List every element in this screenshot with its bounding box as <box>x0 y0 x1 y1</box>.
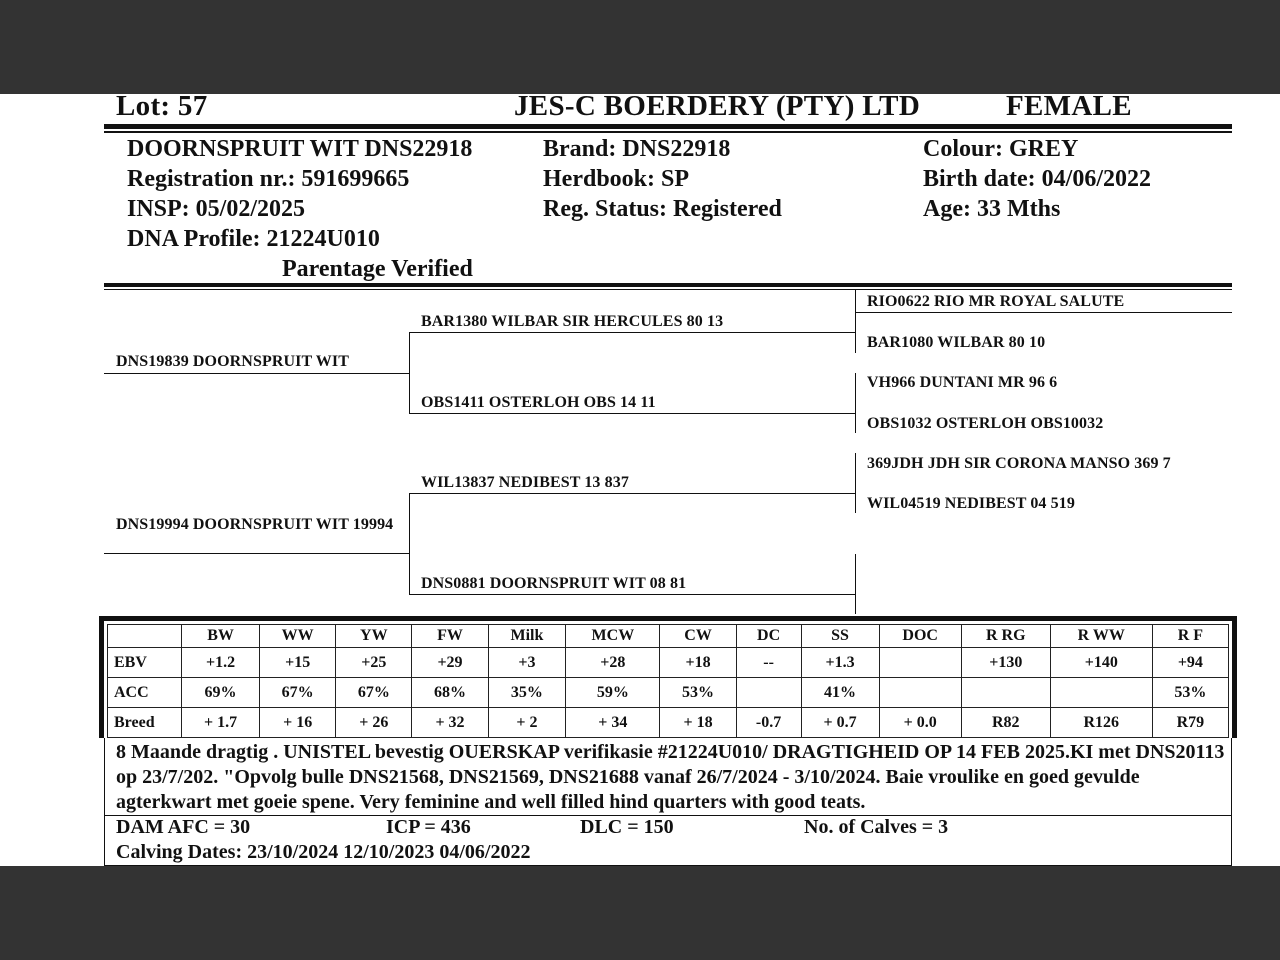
table-cell: + 2 <box>488 708 566 738</box>
table-cell: R82 <box>961 708 1050 738</box>
registration-number: Registration nr.: 591699665 <box>127 166 410 192</box>
comments: 8 Maande dragtig . UNISTEL bevestig OUERSKAP verifikasie #21224U010/ DRAGTIGHEID OP 14 FEB 2025.KI met DNS20113 op 23/7/202. "Opvolg bulle DNS21568, DNS21569, DNS21688 vanaf 26/7/2024 - 3/10/2024. Baie vroulike en goed gevulde agterkwart met goeie spene. Very feminine and well filled hind quarters with good teats. <box>116 741 1225 813</box>
table-cell: 35% <box>488 678 566 708</box>
colour: Colour: GREY <box>923 136 1079 162</box>
number-of-calves: No. of Calves = 3 <box>804 816 949 838</box>
herdbook: Herdbook: SP <box>543 166 690 192</box>
bottom-rule <box>104 865 1232 866</box>
table-cell: +15 <box>260 648 336 678</box>
brand: Brand: DNS22918 <box>543 136 731 162</box>
col-header: R F <box>1152 625 1228 648</box>
table-frame-right <box>1232 616 1237 738</box>
table-cell: 53% <box>1152 678 1228 708</box>
table-cell: +3 <box>488 648 566 678</box>
dam: DNS19994 DOORNSPRUIT WIT 19994 <box>116 516 394 533</box>
col-header: BW <box>182 625 260 648</box>
ebv-table <box>107 624 1229 738</box>
table-cell <box>1050 678 1152 708</box>
lot-number: Lot: 57 <box>116 90 208 122</box>
row-label: Breed <box>108 708 182 738</box>
table-cell: 41% <box>801 678 879 708</box>
table-row <box>108 708 1229 738</box>
col-header: DOC <box>879 625 961 648</box>
row-label: ACC <box>108 678 182 708</box>
col-header: R RG <box>961 625 1050 648</box>
comment-box-left <box>104 738 105 866</box>
table-cell <box>879 678 961 708</box>
calving-dates: Calving Dates: 23/10/2024 12/10/2023 04/06/2022 <box>116 841 531 863</box>
table-cell: 53% <box>660 678 736 708</box>
table-cell: +130 <box>961 648 1050 678</box>
table-cell: R79 <box>1152 708 1228 738</box>
table-frame-left <box>99 616 104 738</box>
table-cell: 59% <box>566 678 660 708</box>
icp: ICP = 436 <box>386 816 471 838</box>
table-cell: + 32 <box>412 708 488 738</box>
animal-info-middle <box>543 134 782 224</box>
dna-profile: DNA Profile: 21224U010 <box>127 226 380 252</box>
age: Age: 33 Mths <box>923 196 1061 222</box>
table-cell: +1.3 <box>801 648 879 678</box>
col-header: DC <box>736 625 801 648</box>
dam-dam: DNS0881 DOORNSPRUIT WIT 08 81 <box>421 575 687 592</box>
animal-name: DOORNSPRUIT WIT DNS22918 <box>127 136 473 162</box>
table-row <box>108 648 1229 678</box>
table-cell: +25 <box>336 648 412 678</box>
sire-sire: BAR1380 WILBAR SIR HERCULES 80 13 <box>421 313 724 330</box>
col-header: FW <box>412 625 488 648</box>
table-cell: R126 <box>1050 708 1152 738</box>
table-row <box>108 678 1229 708</box>
sire-dam: OBS1411 OSTERLOH OBS 14 11 <box>421 394 656 411</box>
dam-sire: WIL13837 NEDIBEST 13 837 <box>421 474 629 491</box>
table-cell: 67% <box>260 678 336 708</box>
col-header: SS <box>801 625 879 648</box>
header-rule-thin <box>104 131 1232 133</box>
sire-dam-dam: OBS1032 OSTERLOH OBS10032 <box>867 415 1104 432</box>
comment-box-right <box>1231 738 1232 866</box>
col-header: MCW <box>566 625 660 648</box>
col-header: CW <box>660 625 736 648</box>
sex-label: FEMALE <box>1006 90 1132 122</box>
table-cell: + 16 <box>260 708 336 738</box>
dlc: DLC = 150 <box>580 816 674 838</box>
parentage-status: Parentage Verified <box>282 256 473 282</box>
table-header-row <box>108 625 1229 648</box>
table-cell: +18 <box>660 648 736 678</box>
col-header: WW <box>260 625 336 648</box>
table-cell: 69% <box>182 678 260 708</box>
table-frame-top <box>99 616 1237 621</box>
company-name: JES-C BOERDERY (PTY) LTD <box>514 90 921 122</box>
table-cell: +29 <box>412 648 488 678</box>
table-cell <box>961 678 1050 708</box>
dam-sire-dam: WIL04519 NEDIBEST 04 519 <box>867 495 1075 512</box>
info-rule-thin <box>104 289 1232 290</box>
table-cell: +28 <box>566 648 660 678</box>
header-rule <box>104 124 1232 129</box>
table-cell: +94 <box>1152 648 1228 678</box>
dam-sire-sire: 369JDH JDH SIR CORONA MANSO 369 7 <box>867 455 1171 472</box>
table-cell: 67% <box>336 678 412 708</box>
sire: DNS19839 DOORNSPRUIT WIT <box>116 353 349 370</box>
table-cell: -- <box>736 648 801 678</box>
table-cell: -0.7 <box>736 708 801 738</box>
info-rule <box>104 283 1232 287</box>
row-label: EBV <box>108 648 182 678</box>
table-cell: + 1.7 <box>182 708 260 738</box>
table-cell <box>736 678 801 708</box>
inspection-date: INSP: 05/02/2025 <box>127 196 306 222</box>
table-cell: + 26 <box>336 708 412 738</box>
table-cell: 68% <box>412 678 488 708</box>
sire-sire-sire: RIO0622 RIO MR ROYAL SALUTE <box>867 293 1125 310</box>
reg-status: Reg. Status: Registered <box>543 196 782 222</box>
table-cell: + 0.0 <box>879 708 961 738</box>
dam-afc: DAM AFC = 30 <box>116 816 251 838</box>
col-header: Milk <box>488 625 566 648</box>
col-header: R WW <box>1050 625 1152 648</box>
table-cell: + 34 <box>566 708 660 738</box>
sire-dam-sire: VH966 DUNTANI MR 96 6 <box>867 374 1058 391</box>
birth-date: Birth date: 04/06/2022 <box>923 166 1151 192</box>
animal-info-left <box>127 134 473 284</box>
table-cell: + 0.7 <box>801 708 879 738</box>
table-cell <box>879 648 961 678</box>
sire-sire-dam: BAR1080 WILBAR 80 10 <box>867 334 1046 351</box>
table-cell: +140 <box>1050 648 1152 678</box>
table-cell: +1.2 <box>182 648 260 678</box>
col-header <box>108 625 182 648</box>
animal-info-right <box>923 134 1151 224</box>
lot-sheet <box>0 90 1280 866</box>
table-cell: + 18 <box>660 708 736 738</box>
col-header: YW <box>336 625 412 648</box>
